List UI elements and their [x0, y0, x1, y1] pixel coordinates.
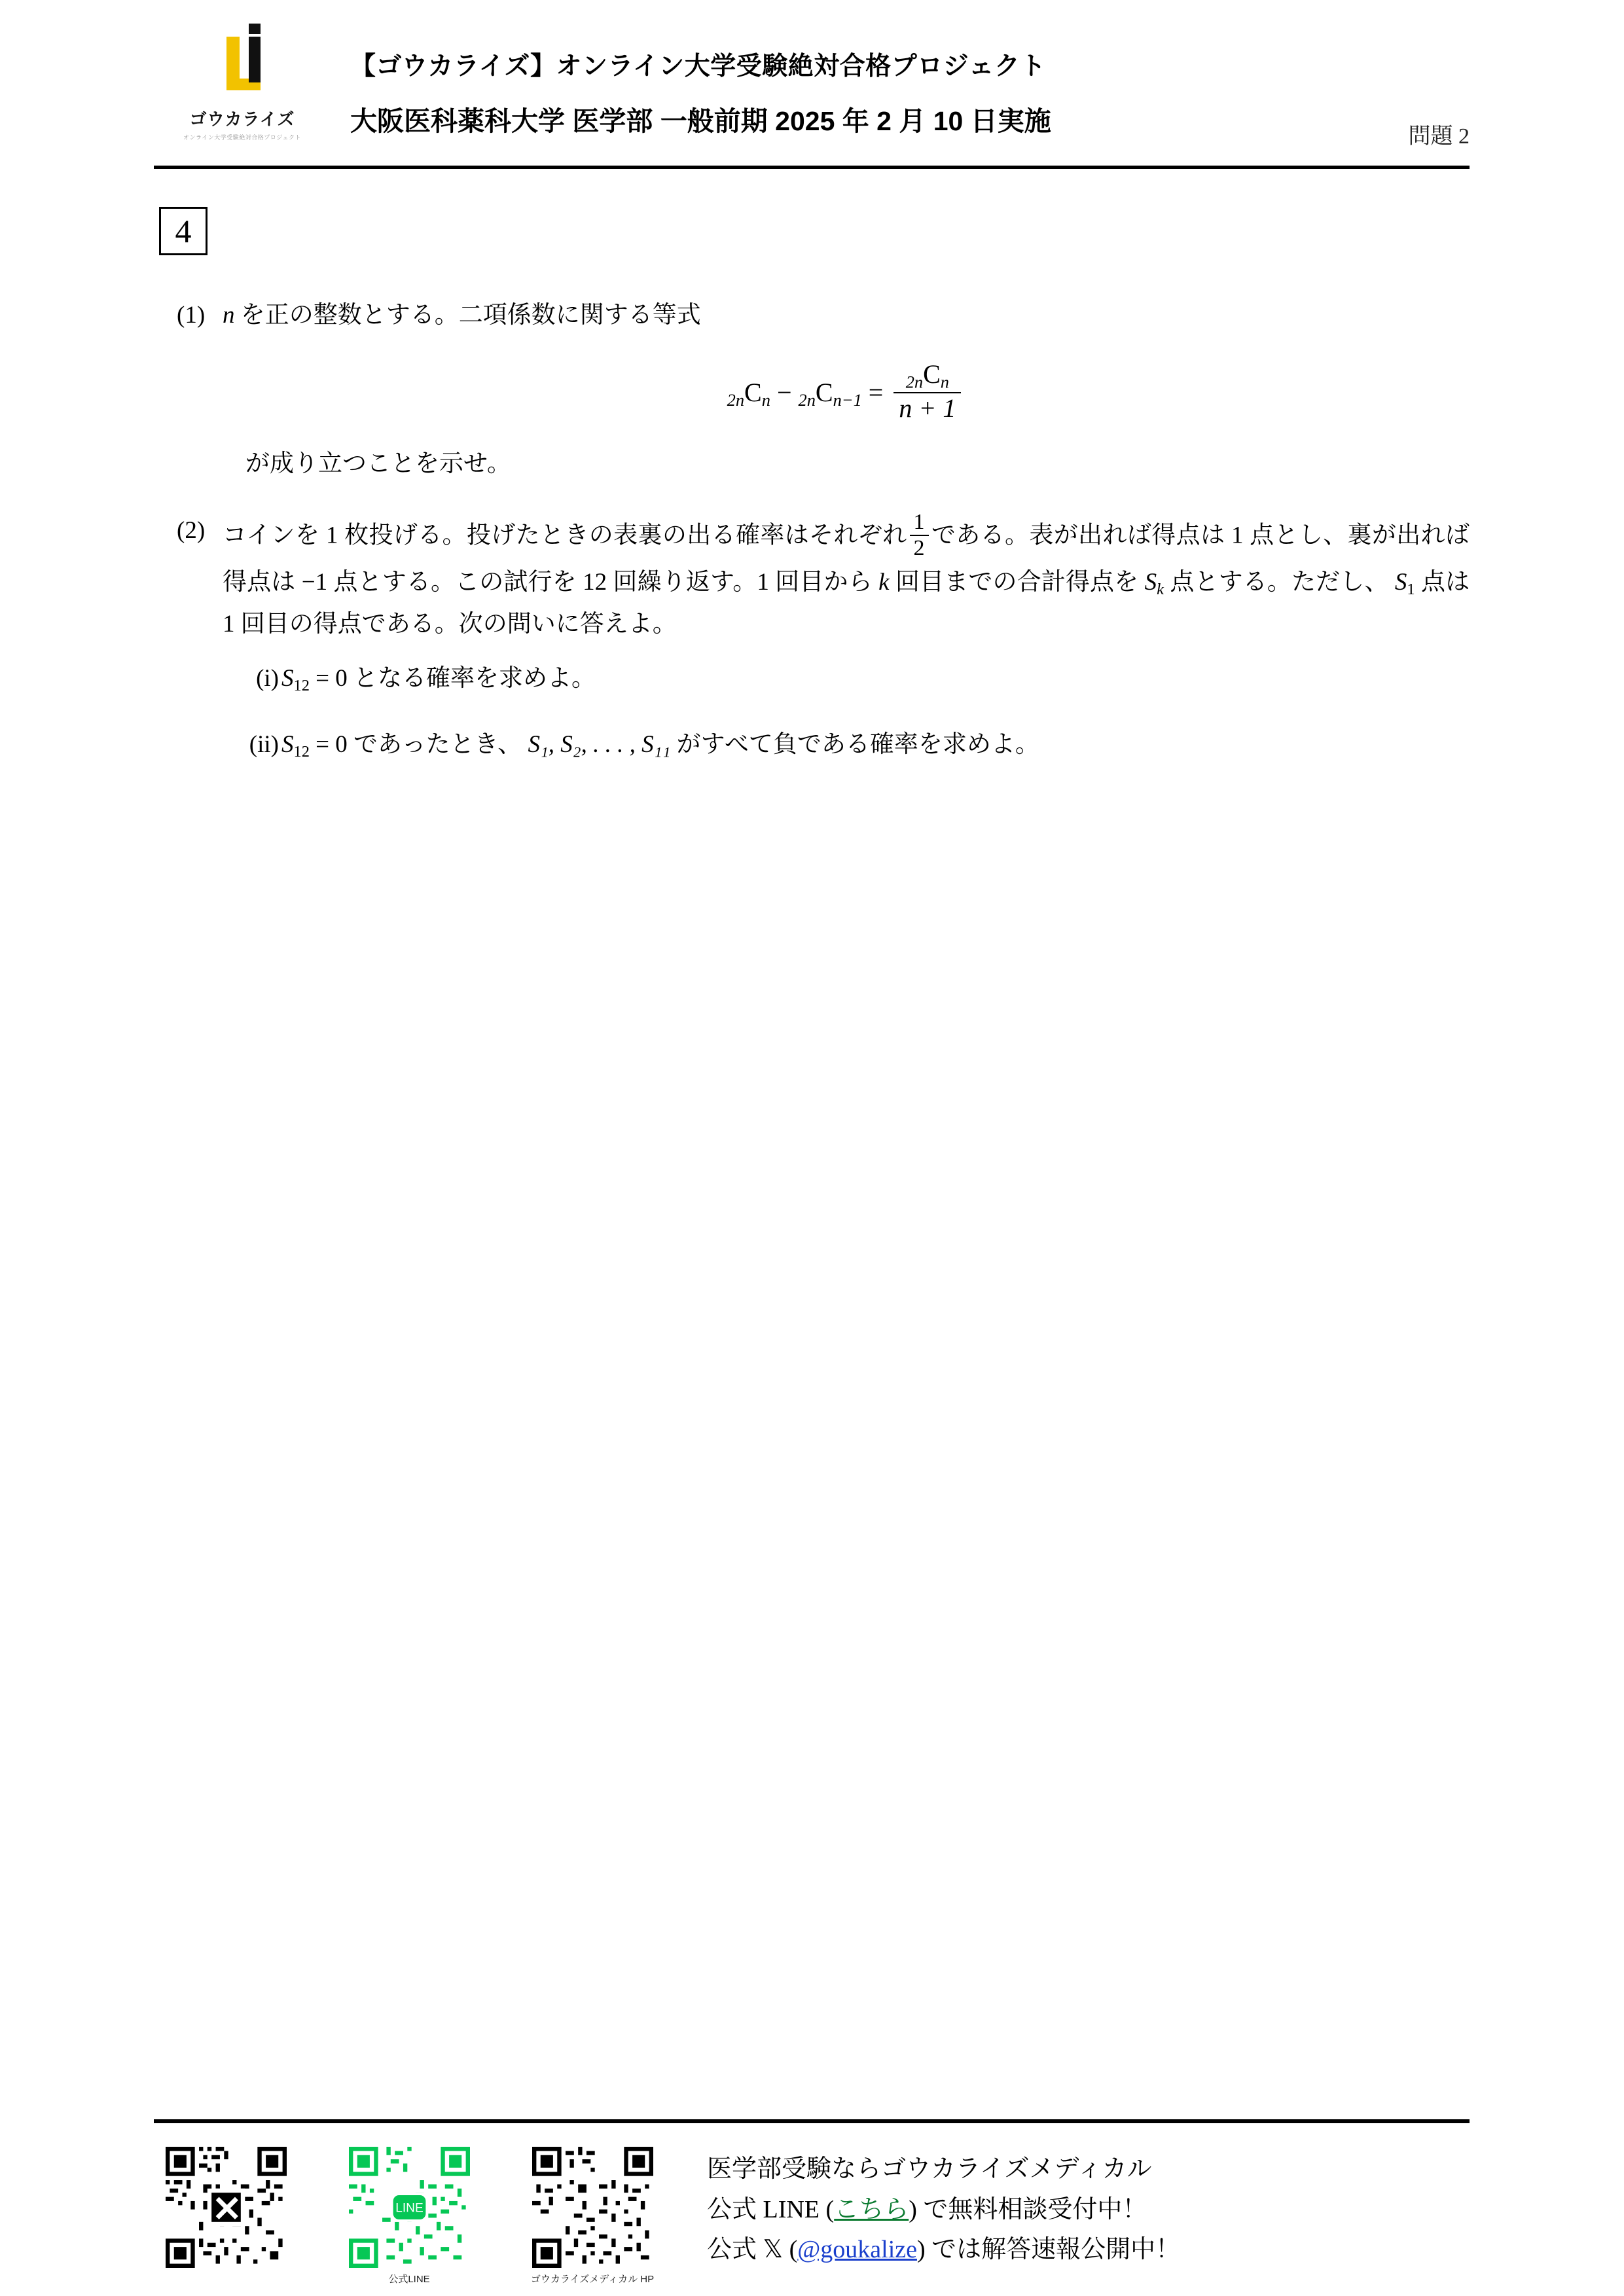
footer-line-3-pre: 公式 𝕏 ( [707, 2236, 798, 2264]
subitem-ii-text-end: がすべて負である確率を求めよ。 [676, 730, 1039, 758]
item-1-text [223, 295, 1470, 337]
item-1-conclusion: が成り立つことを示せ。 [245, 450, 511, 477]
logo-name: ゴウカライズ [189, 109, 295, 129]
subitem-ii-lhs-sub: 12 [293, 742, 310, 761]
item-2-para-5: 点は 1 回目の得点である。次の問いに答えよ。 [223, 568, 1470, 638]
svg-text:LINE: LINE [395, 2201, 424, 2215]
item-2-para-1: コインを 1 枚投げる。投げたときの表裏の出る確率はそれぞれ [223, 522, 907, 549]
eq1-lhs-left-main: C [744, 377, 762, 407]
header-title: 【ゴウカライズ】オンライン大学受験絶対合格プロジェクト [350, 52, 1046, 81]
eq1-rhs-num-main: C [923, 359, 941, 389]
item-2-para-2: である。表が出れば得点は 1 点とし、裏が出れば得点は −1 点とする。この試行を 12 回繰り返す。1 回目から [223, 522, 1470, 596]
eq1-lhs-left-presub: 2n [727, 389, 745, 410]
x-qr-svg [166, 2147, 287, 2268]
header-subtitle: 大阪医科薬科大学 医学部 一般前期 2025 年 2 月 10 日実施 [350, 106, 1051, 136]
subitem-ii-equation: = 0 [316, 730, 348, 758]
subitem-marker-i: (i) [256, 665, 279, 692]
subitem-i-lhs-sub: 12 [293, 676, 310, 694]
problem-subitem-i [223, 658, 1470, 700]
eq1-lhs-left-sub: n [761, 389, 770, 410]
question-number: 4 [175, 213, 192, 249]
page-label: 問題 2 [1408, 124, 1470, 149]
eq1-minus: − [776, 377, 792, 407]
eq1-lhs-right-presub: 2n [798, 389, 816, 410]
question-number-box [159, 207, 208, 255]
item-2-half-fraction [910, 510, 929, 561]
footer-line-2 [707, 2190, 1466, 2231]
line-qr-svg [349, 2147, 470, 2268]
problem-item-2 [154, 510, 1470, 766]
eq1-rhs-num-sub: n [940, 372, 949, 392]
problem-subitem-ii [223, 724, 1470, 766]
eq1-lhs-right-sub: n−1 [833, 389, 862, 410]
item-2-text [223, 510, 1470, 646]
half-denominator: 2 [910, 535, 929, 561]
subitem-ii-sequence: S₁, S₂, . . . , S₁₁ [528, 730, 671, 758]
problem-item-1 [154, 295, 1470, 485]
item-2-var-k: k [878, 568, 890, 596]
item-marker-2: (2) [177, 517, 206, 545]
eq1-rhs-denominator: n + 1 [893, 392, 961, 423]
site-qr-caption: ゴウカライズメディカル HP [530, 2274, 655, 2285]
eq1-rhs-fraction [893, 359, 961, 423]
subitem-ii-lhs: S [281, 730, 294, 758]
eq1-lhs-right-main: C [815, 377, 833, 407]
subitem-i-lhs: S [281, 665, 294, 692]
brand-logo [167, 33, 317, 147]
item-2-var-sk-sub: k [1157, 580, 1164, 598]
eq1-equals: = [868, 377, 884, 407]
item-2-para-4: 点とする。ただし、 [1170, 568, 1389, 596]
header-text-block [350, 46, 1463, 138]
eq1-rhs-num-presub: 2n [905, 372, 924, 392]
site-qr-svg [532, 2147, 653, 2268]
eq1-rhs-numerator [893, 359, 961, 392]
logo-tagline: オンライン大学受験絶対合格プロジェクト [183, 134, 302, 141]
item-2-para-3: 回目までの合計得点を [895, 568, 1139, 596]
footer-text-block [707, 2149, 1466, 2270]
page-header [154, 26, 1470, 164]
page-footer [154, 2140, 1470, 2291]
subitem-marker-ii: (ii) [249, 730, 279, 758]
footer-line-3-post: ) では解答速報公開中！ [917, 2236, 1181, 2264]
x-qr-block[interactable] [160, 2147, 291, 2272]
header-divider [154, 166, 1470, 169]
footer-line-2-pre: 公式 LINE ( [707, 2195, 835, 2223]
logo-mark-icon [203, 33, 281, 105]
line-qr-icon[interactable] [349, 2147, 470, 2268]
subitem-ii-text-mid: であったとき、 [353, 730, 522, 758]
subitem-i-equation: = 0 [316, 665, 348, 692]
footer-line-3 [707, 2230, 1466, 2270]
half-numerator: 1 [913, 510, 925, 535]
item-2-var-s1-sub: 1 [1407, 580, 1415, 598]
item-1-variable: n [223, 302, 235, 329]
item-2-var-s1: S [1394, 568, 1407, 596]
footer-divider [154, 2119, 1470, 2123]
footer-line-1: 医学部受験ならゴウカライズメディカル [707, 2155, 1152, 2183]
item-2-var-sk: S [1144, 568, 1157, 596]
x-handle-link[interactable]: @goukalize [797, 2236, 917, 2264]
subitem-i-text: となる確率を求めよ。 [353, 665, 596, 692]
item-marker-1: (1) [177, 302, 206, 329]
item-1-statement: を正の整数とする。二項係数に関する等式 [240, 302, 701, 329]
problem-content [154, 295, 1470, 773]
line-qr-block[interactable] [344, 2147, 475, 2286]
site-qr-block[interactable] [527, 2147, 658, 2286]
site-qr-icon[interactable] [532, 2147, 653, 2268]
line-link[interactable]: こちら [834, 2195, 909, 2223]
x-qr-icon[interactable] [166, 2147, 287, 2268]
footer-line-2-post: ) で無料相談受付中！ [909, 2195, 1147, 2223]
line-qr-caption: 公式LINE [388, 2274, 430, 2285]
display-equation-1 [223, 359, 1470, 423]
